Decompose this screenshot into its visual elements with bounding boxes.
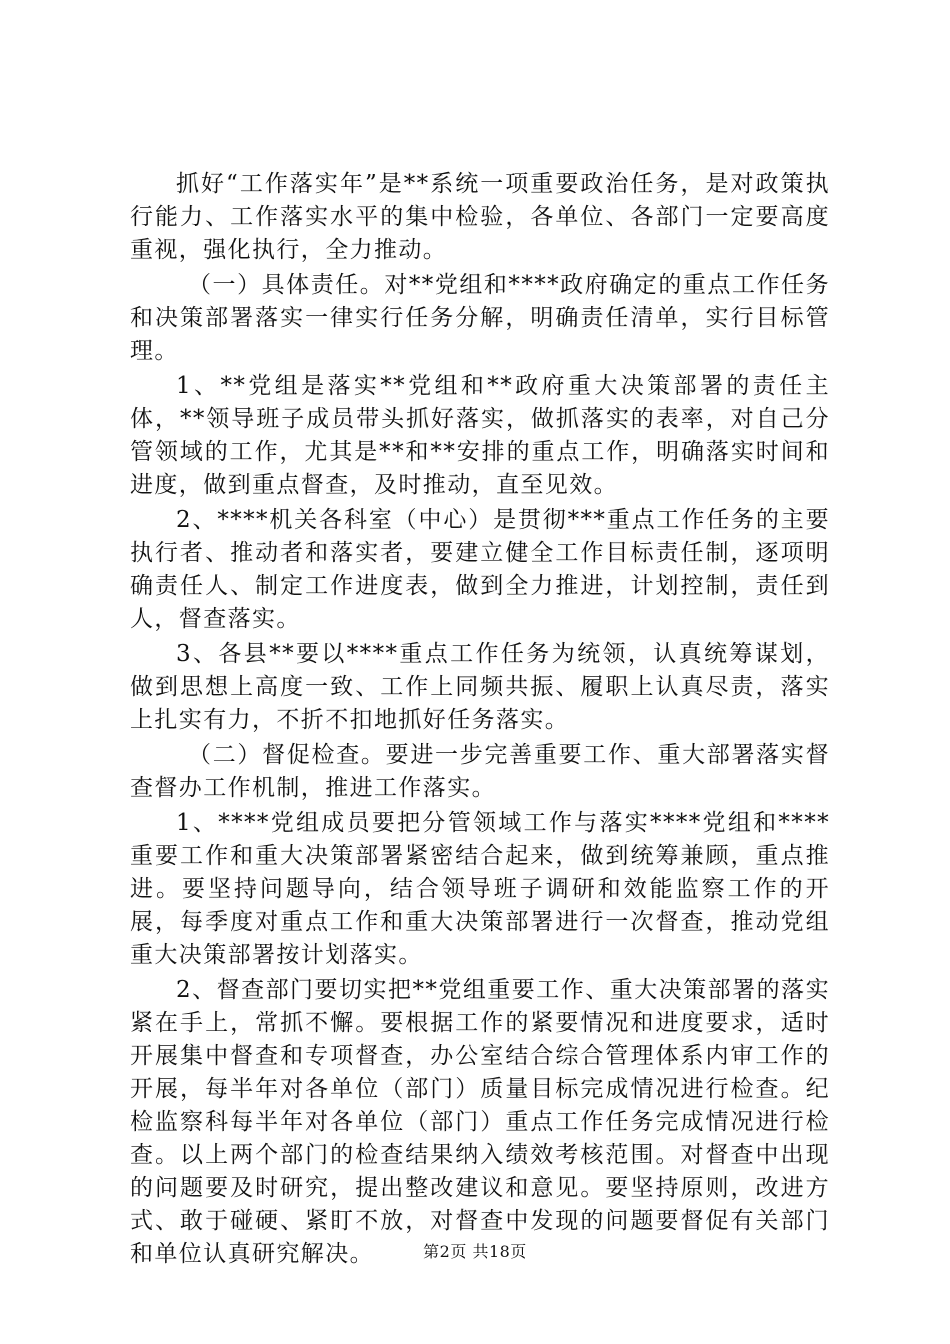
paragraph-section-1-heading: （一）具体责任。对**党组和****政府确定的重点工作任务和决策部署落实一律实行任务分解，明确责任清单，实行目标管理。	[130, 272, 830, 364]
paragraph-item-1-3: 3、各县**要以****重点工作任务为统领，认真统筹谋划，做到思想上高度一致、工作上同频共振、履职上认真尽责，落实上扎实有力，不折不扣地抓好任务落实。	[130, 641, 830, 733]
page-footer	[0, 1242, 950, 1262]
page-number-label: 第2页 共18页	[423, 1242, 527, 1261]
paragraph-item-1-2: 2、****机关各科室（中心）是贯彻***重点工作任务的主要执行者、推动者和落实者，要建立健全工作目标责任制，逐项明确责任人、制定工作进度表，做到全力推进，计划控制，责任到人，督查落实。	[130, 507, 830, 632]
paragraph-item-2-2: 2、督查部门要切实把**党组重要工作、重大决策部署的落实紧在手上，常抓不懈。要根据工作的紧要情况和进度要求，适时开展集中督查和专项督查，办公室结合综合管理体系内审工作的开展，每半年对各单位（部门）质量目标完成情况进行检查。纪检监察科每半年对各单位（部门）重点工作任务完成情况进行检查。以上两个部门的检查结果纳入绩效考核范围。对督查中出现的问题要及时研究，提出整改建议和意见。要坚持原则，改进方式、敢于碰硬、紧盯不放，对督查中发现的问题要督促有关部门和单位认真研究解决。	[130, 977, 830, 1267]
paragraph-section-2-heading: （二）督促检查。要进一步完善重要工作、重大部署落实督查督办工作机制，推进工作落实。	[130, 742, 830, 801]
paragraph-item-1-1: 1、**党组是落实**党组和**政府重大决策部署的责任主体，**领导班子成员带头抓好落实，做抓落实的表率，对自己分管领域的工作，尤其是**和**安排的重点工作，明确落实时间和进度，做到重点督查，及时推动，直至见效。	[130, 373, 830, 498]
paragraph-intro: 抓好“工作落实年”是**系统一项重要政治任务，是对政策执行能力、工作落实水平的集中检验，各单位、各部门一定要高度重视，强化执行，全力推动。	[130, 171, 830, 263]
document-body	[130, 168, 830, 1271]
paragraph-item-2-1: 1、****党组成员要把分管领域工作与落实****党组和****重要工作和重大决策部署紧密结合起来，做到统筹兼顾，重点推进。要坚持问题导向，结合领导班子调研和效能监察工作的开展，每季度对重点工作和重大决策部署进行一次督查，推动党组重大决策部署按计划落实。	[130, 810, 830, 968]
